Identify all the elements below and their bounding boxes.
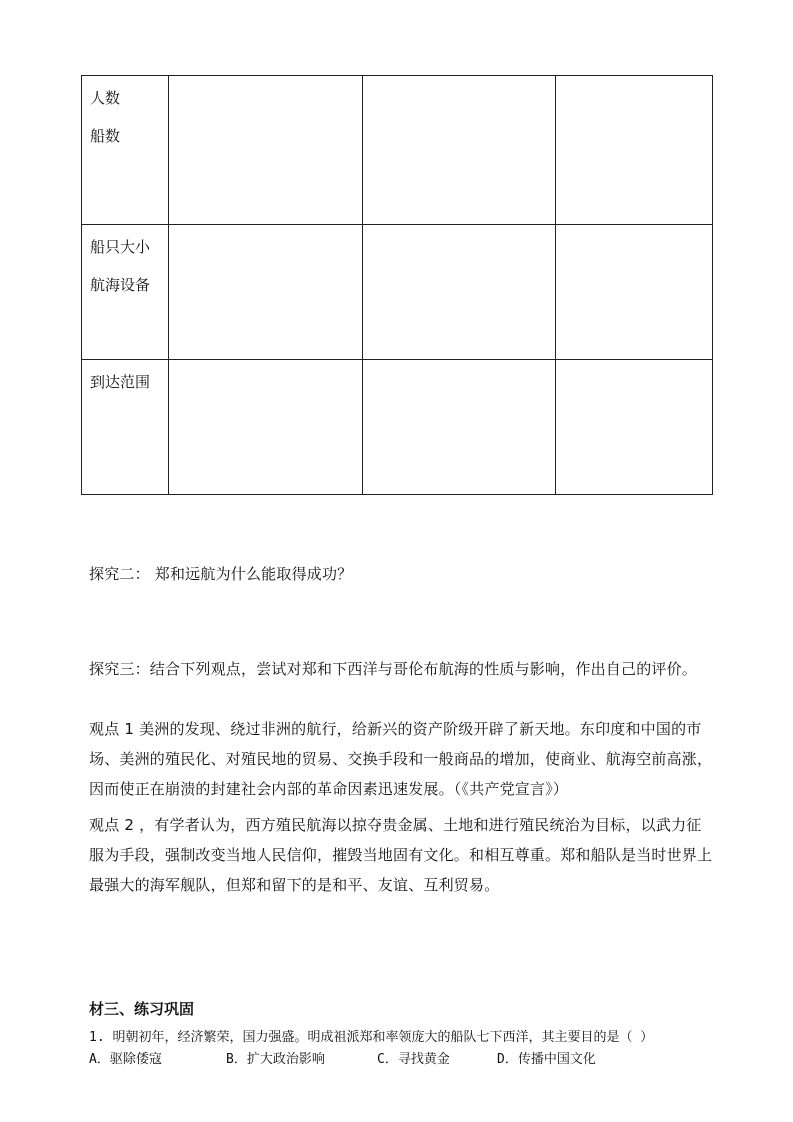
comparison-table — [81, 75, 713, 495]
table-cell[interactable] — [169, 76, 363, 225]
section-title: 材三、练习巩固 — [89, 1000, 195, 1018]
row-label-cell — [82, 360, 169, 495]
option-c[interactable]: C．寻找黄金 — [377, 1052, 450, 1067]
row-label: 船数 — [90, 127, 121, 145]
viewpoint-one: 观点 1 美洲的发现、绕过非洲的航行，给新兴的资产阶级开辟了新天地。东印度和中国的市场、美洲的殖民化、对殖民地的贸易、交换手段和一般商品的增加，使商业、航海空前高涨，因而使正在崩溃的封建社会内部的革命因素迅速发展。（《共产党宣言》） — [89, 720, 713, 798]
table-row — [82, 76, 713, 225]
table-cell[interactable] — [169, 225, 363, 360]
table-row — [82, 360, 713, 495]
table-cell[interactable] — [169, 360, 363, 495]
option-d[interactable]: D．传播中国文化 — [497, 1052, 596, 1067]
row-label-cell — [82, 76, 169, 225]
row-label: 到达范围 — [90, 373, 151, 391]
question-options — [89, 1048, 596, 1067]
inquiry-three: 探究三：结合下列观点，尝试对郑和下西洋与哥伦布航海的性质与影响，作出自己的评价。 — [89, 660, 698, 678]
table-cell[interactable] — [363, 225, 556, 360]
row-label: 船只大小 — [90, 238, 151, 256]
viewpoint-two: 观点 2 ，有学者认为，西方殖民航海以掠夺贵金属、土地和进行殖民统治为目标，以武力征服为手段，强制改变当地人民信仰，摧毁当地固有文化。和相互尊重。郑和船队是当时世界上最强大的海军舰队，但郑和留下的是和平、友谊、互利贸易。 — [89, 816, 713, 894]
table-cell[interactable] — [363, 360, 556, 495]
table-row — [82, 225, 713, 360]
table-cell[interactable] — [363, 76, 556, 225]
inquiry-two: 探究二： 郑和远航为什么能取得成功？ — [89, 565, 353, 583]
question-stem: 1. 明朝初年，经济繁荣，国力强盛。明成祖派郑和率领庞大的船队七下西洋，其主要目的是（ ） — [89, 1030, 654, 1045]
table-cell[interactable] — [556, 225, 713, 360]
table-cell[interactable] — [556, 76, 713, 225]
row-label: 人数 — [90, 89, 121, 107]
row-label-cell — [82, 225, 169, 360]
option-b[interactable]: B．扩大政治影响 — [226, 1052, 325, 1067]
table-cell[interactable] — [556, 360, 713, 495]
row-label: 航海设备 — [90, 276, 151, 294]
option-a[interactable]: A．驱除倭寇 — [89, 1052, 162, 1067]
